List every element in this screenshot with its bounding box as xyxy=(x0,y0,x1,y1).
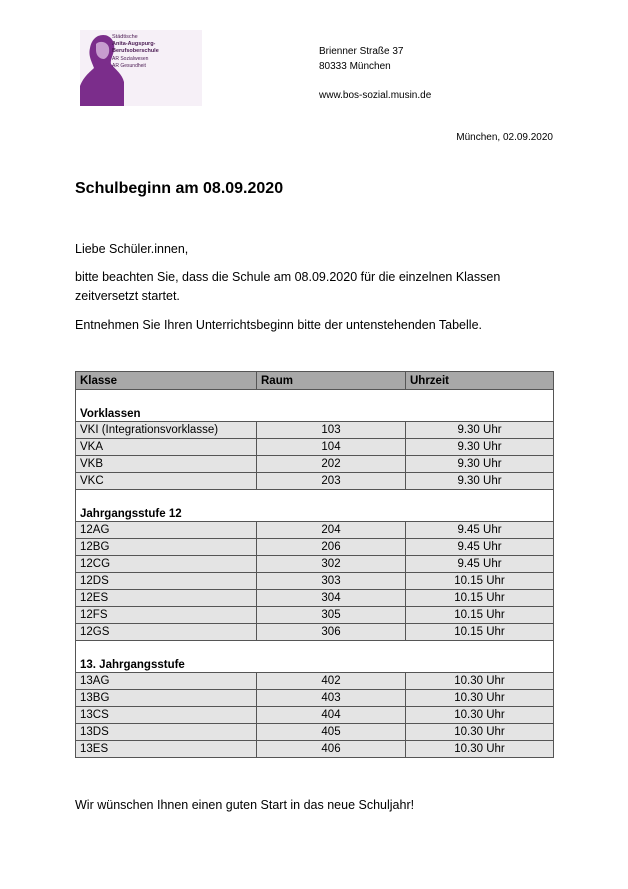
cell-klasse: 12DS xyxy=(76,573,257,590)
table-header-row xyxy=(76,372,554,390)
schedule-table xyxy=(75,371,554,758)
group-jahrgangsstufe-12: Jahrgangsstufe 12 xyxy=(76,490,554,522)
cell-uhrzeit: 9.30 Uhr xyxy=(406,422,554,439)
cell-raum: 305 xyxy=(257,607,406,624)
logo-line: Städtische xyxy=(112,34,138,40)
cell-raum: 302 xyxy=(257,556,406,573)
table-row xyxy=(76,741,554,758)
cell-klasse: 12AG xyxy=(76,522,257,539)
cell-klasse: 12GS xyxy=(76,624,257,641)
header-raum: Raum xyxy=(257,372,406,390)
table-row xyxy=(76,724,554,741)
cell-uhrzeit: 9.30 Uhr xyxy=(406,456,554,473)
cell-klasse: 12BG xyxy=(76,539,257,556)
cell-uhrzeit: 9.45 Uhr xyxy=(406,522,554,539)
instruction-paragraph: Entnehmen Sie Ihren Unterrichtsbeginn bitte der untenstehenden Tabelle. xyxy=(75,318,482,332)
cell-uhrzeit: 10.15 Uhr xyxy=(406,573,554,590)
notice-paragraph: bitte beachten Sie, dass die Schule am 08.09.2020 für die einzelnen Klassen zeitversetzt startet. xyxy=(75,270,501,303)
cell-uhrzeit: 10.30 Uhr xyxy=(406,724,554,741)
cell-klasse: VKI (Integrationsvorklasse) xyxy=(76,422,257,439)
cell-klasse: VKC xyxy=(76,473,257,490)
cell-raum: 104 xyxy=(257,439,406,456)
cell-uhrzeit: 10.15 Uhr xyxy=(406,590,554,607)
table-row xyxy=(76,556,554,573)
greeting: Liebe Schüler.innen, xyxy=(75,242,189,256)
closing-sentence: Wir wünschen Ihnen einen guten Start in das neue Schuljahr! xyxy=(75,798,415,812)
cell-uhrzeit: 9.45 Uhr xyxy=(406,556,554,573)
group-row xyxy=(76,390,554,422)
cell-uhrzeit: 10.30 Uhr xyxy=(406,690,554,707)
group-row xyxy=(76,490,554,522)
cell-uhrzeit: 10.30 Uhr xyxy=(406,741,554,758)
logo-text xyxy=(112,34,207,70)
cell-klasse: 13CS xyxy=(76,707,257,724)
table-row xyxy=(76,573,554,590)
cell-klasse: 13ES xyxy=(76,741,257,758)
table-row xyxy=(76,607,554,624)
cell-raum: 206 xyxy=(257,539,406,556)
cell-raum: 406 xyxy=(257,741,406,758)
cell-uhrzeit: 10.30 Uhr xyxy=(406,673,554,690)
table-row xyxy=(76,590,554,607)
table-row xyxy=(76,422,554,439)
group-vorklassen: Vorklassen xyxy=(76,390,554,422)
table-row xyxy=(76,539,554,556)
cell-raum: 404 xyxy=(257,707,406,724)
table-row xyxy=(76,707,554,724)
logo-line: AR Gesundheit xyxy=(112,62,146,69)
group-row xyxy=(76,641,554,673)
cell-uhrzeit: 10.15 Uhr xyxy=(406,624,554,641)
cell-uhrzeit: 10.30 Uhr xyxy=(406,707,554,724)
website-link[interactable]: www.bos-sozial.musin.de xyxy=(319,90,432,101)
cell-klasse: 13BG xyxy=(76,690,257,707)
cell-raum: 202 xyxy=(257,456,406,473)
address-city: 80333 München xyxy=(319,61,391,72)
cell-raum: 304 xyxy=(257,590,406,607)
cell-uhrzeit: 9.45 Uhr xyxy=(406,539,554,556)
logo-line: Anita-Augspurg- xyxy=(112,41,156,48)
header-uhrzeit: Uhrzeit xyxy=(406,372,554,390)
table-row xyxy=(76,673,554,690)
cell-raum: 303 xyxy=(257,573,406,590)
group-13-jahrgangsstufe: 13. Jahrgangsstufe xyxy=(76,641,554,673)
table-row xyxy=(76,439,554,456)
cell-raum: 204 xyxy=(257,522,406,539)
cell-uhrzeit: 9.30 Uhr xyxy=(406,473,554,490)
letter-date: München, 02.09.2020 xyxy=(456,132,553,143)
logo-line: Berufsoberschule xyxy=(112,48,159,55)
table-row xyxy=(76,624,554,641)
letter-title: Schulbeginn am 08.09.2020 xyxy=(75,180,284,197)
cell-raum: 405 xyxy=(257,724,406,741)
cell-klasse: 12CG xyxy=(76,556,257,573)
logo-line: AR Sozialwesen xyxy=(112,55,149,62)
cell-raum: 403 xyxy=(257,690,406,707)
cell-klasse: 13DS xyxy=(76,724,257,741)
cell-raum: 103 xyxy=(257,422,406,439)
cell-klasse: VKB xyxy=(76,456,257,473)
school-address xyxy=(319,44,431,103)
table-row xyxy=(76,690,554,707)
table-row xyxy=(76,473,554,490)
cell-uhrzeit: 10.15 Uhr xyxy=(406,607,554,624)
cell-klasse: 13AG xyxy=(76,673,257,690)
table-row xyxy=(76,456,554,473)
address-street: Brienner Straße 37 xyxy=(319,46,404,57)
cell-klasse: 12FS xyxy=(76,607,257,624)
header-klasse: Klasse xyxy=(76,372,257,390)
cell-raum: 203 xyxy=(257,473,406,490)
cell-uhrzeit: 9.30 Uhr xyxy=(406,439,554,456)
cell-klasse: 12ES xyxy=(76,590,257,607)
cell-raum: 402 xyxy=(257,673,406,690)
school-logo xyxy=(80,30,202,106)
cell-klasse: VKA xyxy=(76,439,257,456)
cell-raum: 306 xyxy=(257,624,406,641)
table-row xyxy=(76,522,554,539)
